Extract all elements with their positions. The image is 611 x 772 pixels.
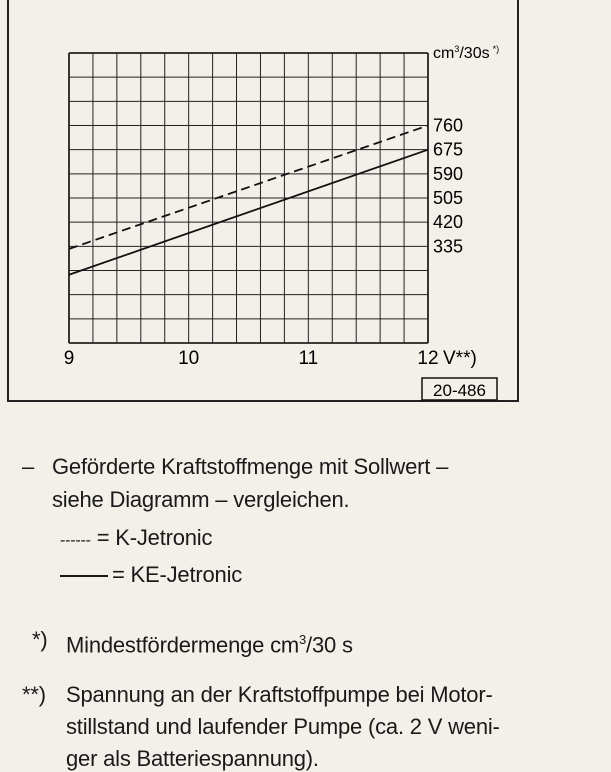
y-tick-label: 590 — [433, 163, 464, 184]
y-tick-label: 335 — [433, 236, 464, 257]
chart-labels — [64, 116, 463, 370]
legend-ke-label: = KE-Jetronic — [112, 562, 243, 587]
footnote-2-line-2: stillstand und laufender Pumpe (ca. 2 V weni- — [66, 714, 500, 739]
legend-k-label: = K-Jetronic — [96, 525, 213, 550]
x-tick-label: 11 — [298, 348, 319, 369]
chart-grid — [69, 53, 428, 343]
y-axis-unit: $cm^3/30s$ *) — [433, 44, 500, 62]
instruction-line-2: siehe Diagramm – vergleichen. — [52, 487, 350, 512]
legend-ke-jetronic — [60, 562, 242, 588]
footnote-2-mark: **) — [22, 682, 46, 707]
footnote-2-line-1: Spannung an der Kraftstoffpumpe bei Motor- — [66, 682, 493, 707]
bullet-dash: – — [22, 454, 35, 479]
figure-id: 20-486 — [433, 381, 486, 400]
legend-solid-symbol — [60, 575, 108, 577]
legend-dashed-symbol: ------ — [60, 532, 91, 549]
y-tick-label: 505 — [433, 188, 464, 208]
x-tick-label: 10 — [178, 348, 200, 369]
legend-k-jetronic — [60, 525, 212, 554]
footnote-1-mark: *) — [32, 627, 48, 652]
x-axis-label: V**) — [443, 348, 477, 369]
chart-series — [69, 126, 428, 275]
x-tick-label: 9 — [63, 348, 75, 369]
series-line-k-jetronic — [69, 126, 428, 249]
y-tick-label: 420 — [433, 212, 464, 233]
footnote-1: Mindestfördermenge $cm^3/30$ s — [66, 632, 353, 658]
y-tick-label: 760 — [433, 115, 464, 136]
y-tick-label: 675 — [433, 139, 464, 160]
x-tick-label: 12 — [417, 348, 439, 369]
footnote-2-line-3: ger als Batteriespannung). — [66, 746, 319, 771]
series-line-ke-jetronic — [69, 150, 428, 275]
instruction-line-1: Geförderte Kraftstoffmenge mit Sollwert – — [52, 454, 449, 479]
